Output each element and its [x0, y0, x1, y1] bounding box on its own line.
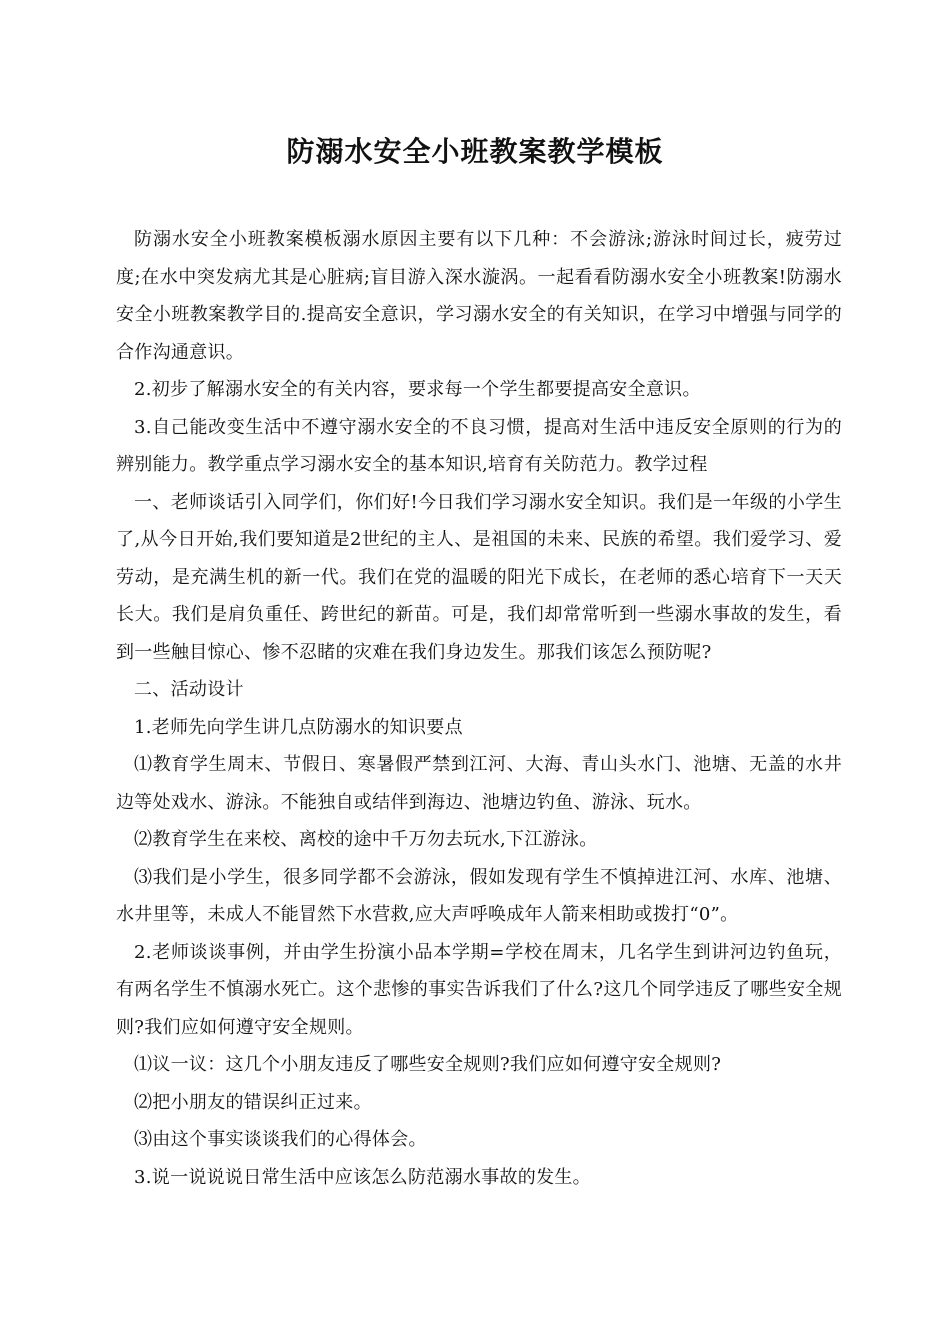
paragraph-goal-3: 3.自己能改变生活中不遵守溺水安全的不良习惯，提高对生活中违反安全原则的行为的辨别能力。教学重点学习溺水安全的基本知识,培育有关防范力。教学过程: [116, 416, 842, 475]
document-body: [116, 221, 842, 1196]
paragraph-goal-2: 2.初步了解溺水安全的有关内容，要求每一个学生都要提高安全意识。: [134, 379, 701, 400]
paragraph-item-1: 1.老师先向学生讲几点防溺水的知识要点: [134, 716, 463, 738]
paragraph-item-1-1: ⑴教育学生周末、节假日、寒暑假严禁到江河、大海、青山头水门、池塘、无盖的水井边等处戏水、游泳。不能独自或结伴到海边、池塘边钓鱼、游泳、玩水。: [116, 754, 842, 813]
paragraph-item-2-1: ⑴议一议：这几个小朋友违反了哪些安全规则?我们应如何遵守安全规则?: [134, 1054, 722, 1075]
document-title: 防溺水安全小班教案教学模板: [286, 135, 664, 168]
paragraph-item-1-3: ⑶我们是小学生，很多同学都不会游泳，假如发现有学生不慎掉进江河、水库、池塘、水井里等，未成人不能冒然下水营救,应大声呼唤成年人箭来相助或拨打“0”。: [116, 866, 842, 925]
paragraph-section-1: 一、老师谈话引入同学们，你们好!今日我们学习溺水安全知识。我们是一年级的小学生了,从今日开始,我们要知道是2世纪的主人、是祖国的未来、民族的希望。我们爱学习、爱劳动，是充满生机的新一代。我们在党的温暖的阳光下成长，在老师的悉心培育下一天天长大。我们是肩负重任、跨世纪的新苗。可是，我们却常常听到一些溺水事故的发生，看到一些触目惊心、惨不忍睹的灾难在我们身边发生。那我们该怎么预防呢?: [116, 491, 842, 663]
paragraph-item-2-2: ⑵把小朋友的错误纠正过来。: [134, 1091, 372, 1113]
paragraph-item-2: 2.老师谈谈事例，并由学生扮演小品本学期=学校在周末，几名学生到讲河边钓鱼玩，有两名学生不慎溺水死亡。这个悲惨的事实告诉我们了什么?这几个同学违反了哪些安全规则?我们应如何遵守安全规则。: [116, 941, 842, 1038]
paragraph-intro: 防溺水安全小班教案模板溺水原因主要有以下几种：不会游泳;游泳时间过长，疲劳过度;在水中突发病尤其是心脏病;盲目游入深水漩涡。一起看看防溺水安全小班教案!防溺水安全小班教案教学目的.提高安全意识，学习溺水安全的有关知识，在学习中增强与同学的合作沟通意识。: [116, 229, 842, 363]
paragraph-item-1-2: ⑵教育学生在来校、离校的途中千万勿去玩水,下江游泳。: [134, 829, 598, 850]
paragraph-section-2-heading: 二、活动设计: [134, 679, 244, 700]
paragraph-item-2-3: ⑶由这个事实谈谈我们的心得体会。: [134, 1129, 427, 1150]
paragraph-item-3: 3.说一说说说日常生活中应该怎么防范溺水事故的发生。: [134, 1166, 591, 1188]
